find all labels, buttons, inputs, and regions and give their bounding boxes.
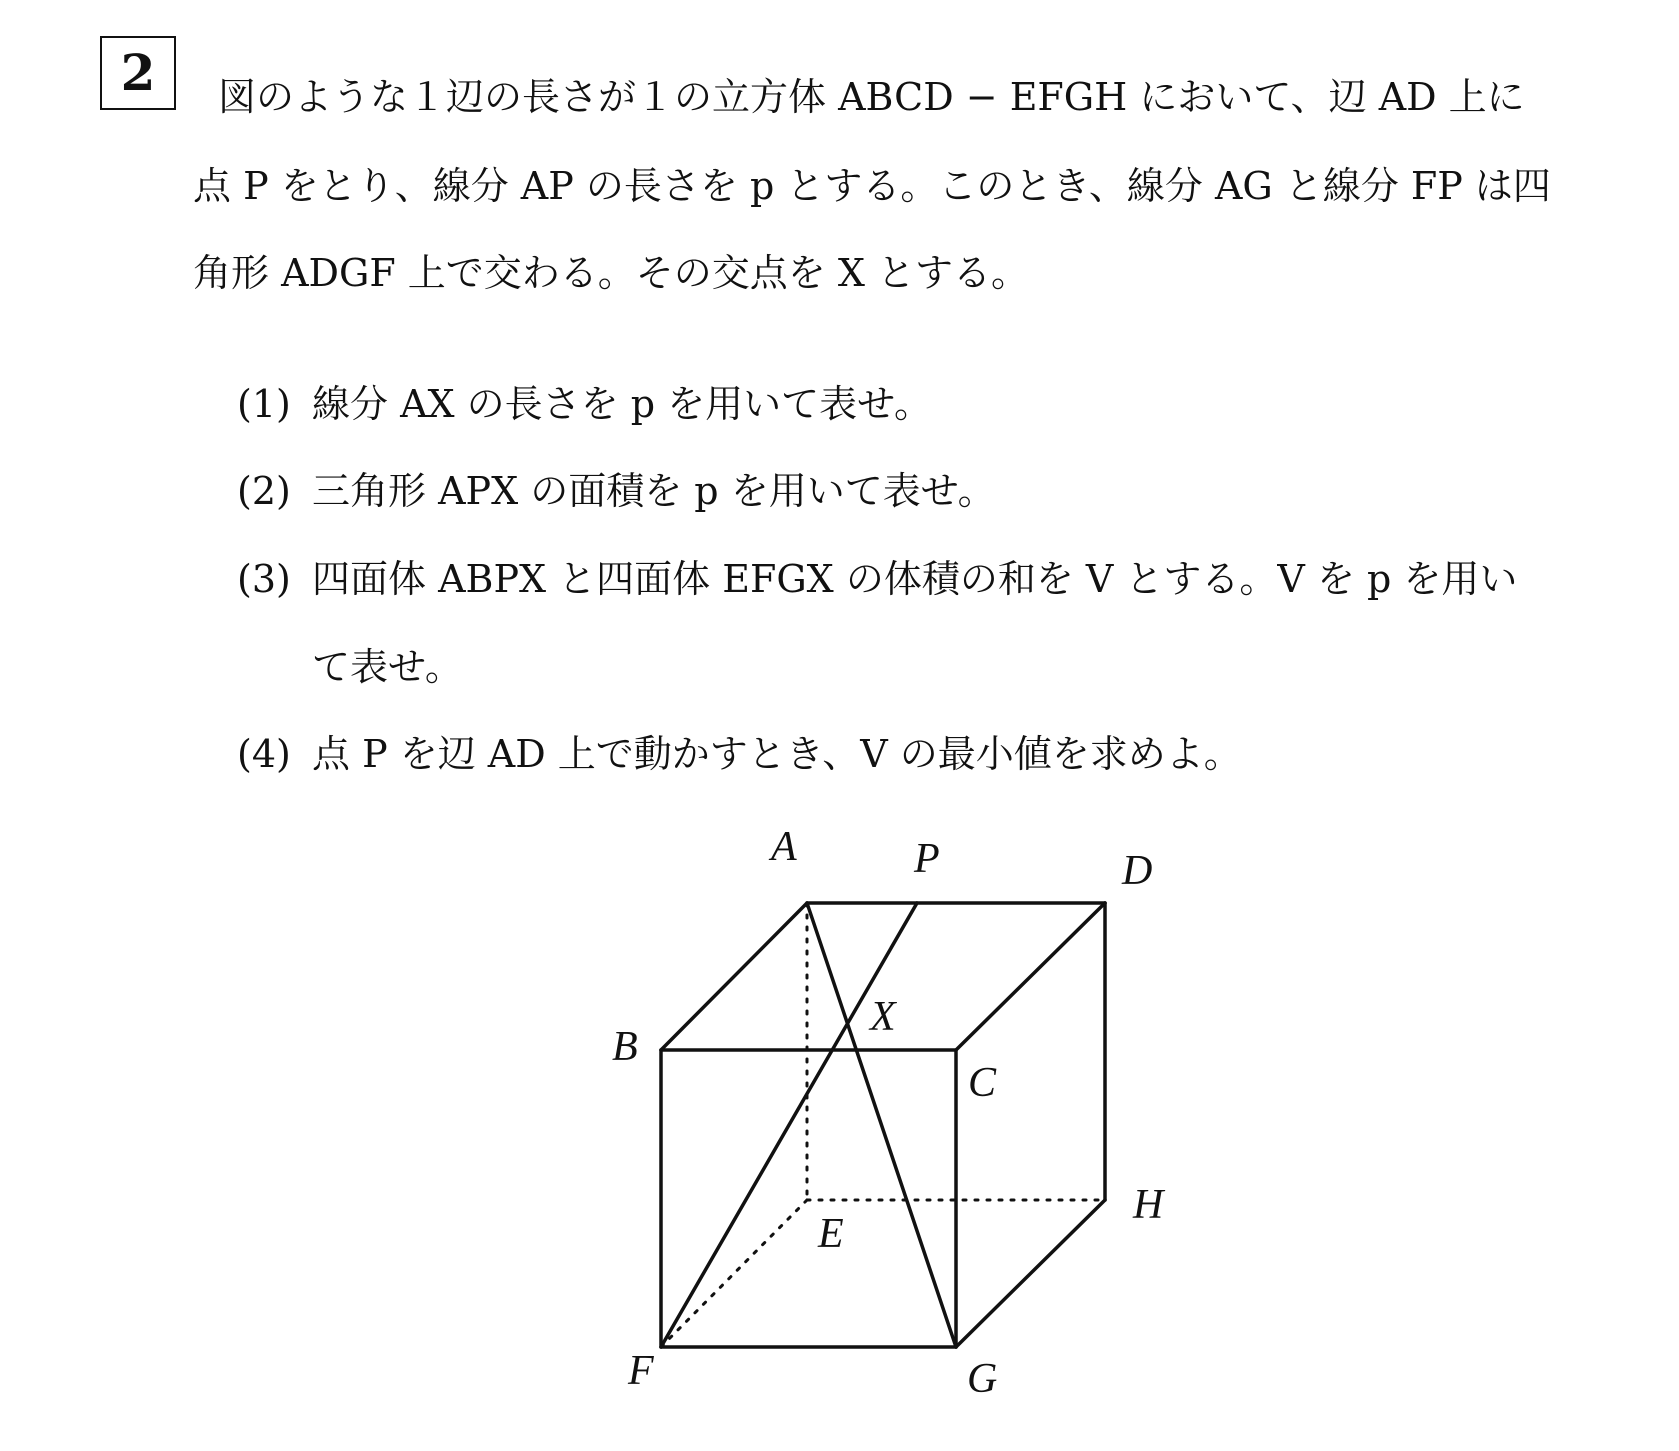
intro-line-2: 点 P をとり、線分 AP の長さを p とする。このとき、線分 AG と線分 FP は四: [193, 164, 1551, 208]
problem-number-box: [100, 36, 176, 110]
segment-AG: [807, 903, 956, 1347]
label-P: P: [914, 836, 940, 882]
problem-number: 2: [120, 43, 156, 102]
item-2-label: (2): [237, 469, 291, 513]
item-1-text: 線分 AX の長さを p を用いて表せ。: [312, 382, 932, 426]
segment-FP: [661, 903, 917, 1347]
item-4-label: (4): [237, 732, 291, 776]
intro-line-1: 図のような１辺の長さが１の立方体 ABCD − EFGH において、辺 AD 上に: [218, 75, 1525, 119]
label-D: D: [1122, 848, 1153, 894]
label-F: F: [628, 1348, 654, 1394]
edge-AB: [661, 903, 807, 1050]
item-4-text: 点 P を辺 AD 上で動かすとき、V の最小値を求めよ。: [312, 732, 1242, 776]
label-G: G: [967, 1356, 998, 1402]
label-E: E: [818, 1211, 844, 1257]
item-1-label: (1): [237, 382, 291, 426]
label-C: C: [968, 1060, 997, 1106]
edge-GH: [956, 1200, 1105, 1347]
label-A: A: [771, 824, 797, 870]
intro-line-3: 角形 ADGF 上で交わる。その交点を X とする。: [193, 251, 1030, 295]
item-3-text-line-1: 四面体 ABPX と四面体 EFGX の体積の和を V とする。V を p を用い: [312, 557, 1518, 601]
item-3-label: (3): [237, 557, 291, 601]
label-H: H: [1133, 1182, 1164, 1228]
edge-DC: [956, 903, 1105, 1050]
item-3-text-line-2: て表せ。: [312, 645, 463, 689]
label-X: X: [870, 994, 896, 1040]
edge-EF-hidden: [661, 1200, 807, 1347]
label-B: B: [612, 1024, 638, 1070]
item-2-text: 三角形 APX の面積を p を用いて表せ。: [312, 469, 996, 513]
